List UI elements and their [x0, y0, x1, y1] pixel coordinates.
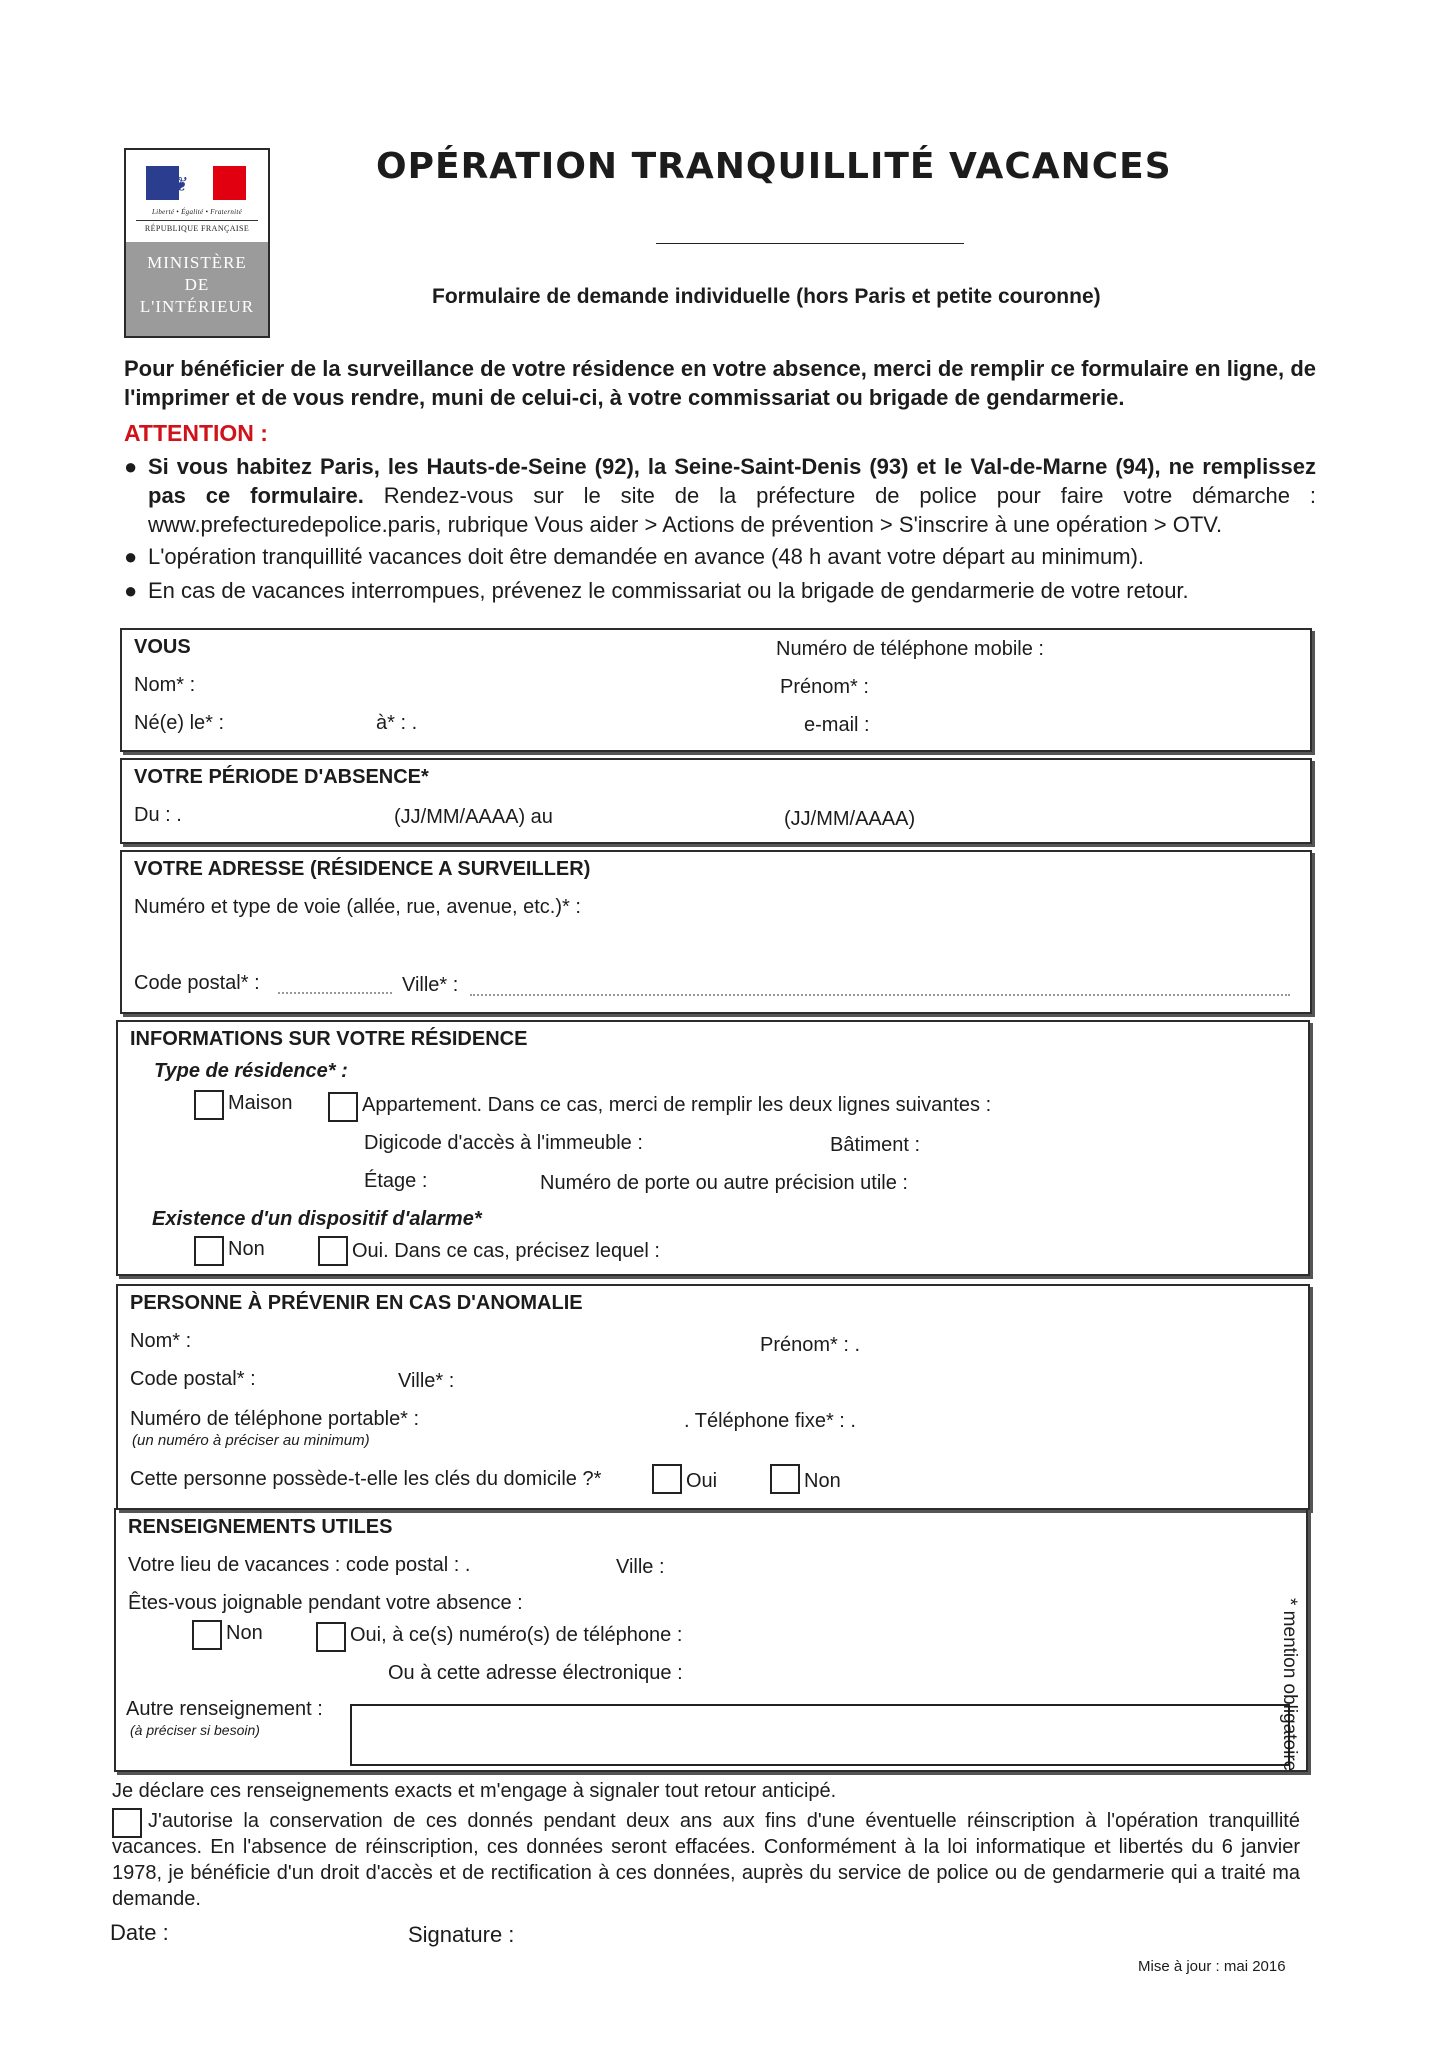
update-date: Mise à jour : mai 2016: [1138, 1958, 1286, 1975]
attention-heading: ATTENTION :: [124, 420, 268, 446]
cles-oui-checkbox[interactable]: [652, 1464, 682, 1494]
joignable-email-label: Ou à cette adresse électronique :: [388, 1662, 683, 1684]
prenom-label: Prénom* :: [780, 676, 869, 698]
ministry-line-1: MINISTÈRE: [147, 253, 247, 272]
section-title: VOTRE PÉRIODE D'ABSENCE*: [134, 766, 429, 788]
autre-field[interactable]: [350, 1704, 1290, 1766]
birthplace-label: à* : .: [376, 712, 418, 734]
autre-label: Autre renseignement :: [126, 1698, 323, 1720]
bullet-icon: ●: [124, 544, 138, 569]
section-adresse: [120, 850, 1312, 1014]
intro-text: Pour bénéficier de la surveillance de votre résidence en votre absence, merci de remplir ce formulaire en ligne, de l'imprimer et de vous rendre, muni de celui-ci, à votre commissariat ou brigade de gendarmerie.: [124, 356, 1316, 410]
section-title: INFORMATIONS SUR VOTRE RÉSIDENCE: [130, 1028, 528, 1050]
logo-motto: Liberté • Égalité • Fraternité: [151, 208, 243, 216]
postcode-label: Code postal* :: [134, 972, 260, 994]
cles-non-label: Non: [804, 1470, 841, 1492]
city-field[interactable]: [470, 994, 1290, 996]
section-anomalie: [116, 1284, 1310, 1510]
bullet-1-bold: Si vous habitez Paris, les Hauts-de-Seine (92), la Seine-Saint-Denis (93) et le Val-de-Marne (94), ne remplissez pas ce formulaire.: [148, 454, 1316, 508]
attention-bullet-3: ● En cas de vacances interrompues, prévenez le commissariat ou la brigade de gendarmerie de votre retour.: [124, 578, 1189, 603]
attention-bullet-1: [124, 452, 1316, 539]
joignable-oui-checkbox[interactable]: [316, 1622, 346, 1652]
signature-label: Signature :: [408, 1922, 515, 1947]
date-format-label-2: (JJ/MM/AAAA): [784, 808, 916, 830]
contact-ville-label: Ville* :: [398, 1370, 455, 1392]
nom-label: Nom* :: [134, 674, 196, 696]
section-title: RENSEIGNEMENTS UTILES: [128, 1516, 393, 1538]
birthdate-label: Né(e) le* :: [134, 712, 225, 734]
bullet-icon: ●: [124, 454, 138, 479]
alarme-non-label: Non: [228, 1238, 265, 1260]
cles-non-checkbox[interactable]: [770, 1464, 800, 1494]
contact-cp-label: Code postal* :: [130, 1368, 256, 1390]
email-label: e-mail :: [804, 714, 870, 736]
consent-text: J'autorise la conservation de ces donnés pendant deux ans aux fins d'une éventuelle réinscription à l'opération tranquillité vacances. En l'absence de réinscription, ces données seront effacées. Conformément à la loi informatique et libertés du 6 janvier 1978, je bénéficie d'un droit d'accès et de rectification à ces données, auprès du service de police ou de gendarmerie qui a traité ma demande.: [112, 1810, 1300, 1910]
cles-label: Cette personne possède-t-elle les clés du domicile ?*: [130, 1468, 602, 1490]
ministry-logo: [124, 148, 270, 338]
lieu-ville-label: Ville :: [616, 1556, 665, 1578]
contact-nom-label: Nom* :: [130, 1330, 192, 1352]
digicode-label: Digicode d'accès à l'immeuble :: [364, 1132, 643, 1154]
section-title: PERSONNE À PRÉVENIR EN CAS D'ANOMALIE: [130, 1292, 583, 1314]
section-renseignements: [114, 1508, 1308, 1772]
contact-fixe-label: . Téléphone fixe* : .: [684, 1410, 856, 1432]
section-residence: [116, 1020, 1310, 1276]
appartement-checkbox[interactable]: [328, 1092, 358, 1122]
street-label: Numéro et type de voie (allée, rue, avenue, etc.)* :: [134, 896, 581, 918]
section-periode: [120, 758, 1312, 844]
joignable-label: Êtes-vous joignable pendant votre absence :: [128, 1592, 523, 1614]
marianne-flag-icon: ❦: [146, 166, 246, 200]
residence-type-label: Type de résidence* :: [154, 1060, 348, 1082]
cles-oui-label: Oui: [686, 1470, 718, 1492]
contact-portable-label: Numéro de téléphone portable* :: [130, 1408, 420, 1430]
page-title: OPÉRATION TRANQUILLITÉ VACANCES: [376, 146, 1172, 187]
contact-prenom-label: Prénom* : .: [760, 1334, 861, 1356]
section-vous: [120, 628, 1312, 752]
etage-label: Étage :: [364, 1170, 428, 1192]
mandatory-note: * mention obligatoire: [1279, 1598, 1300, 1772]
joignable-non-label: Non: [226, 1622, 263, 1644]
joignable-non-checkbox[interactable]: [192, 1620, 222, 1650]
alarme-oui-label: Oui. Dans ce cas, précisez lequel :: [352, 1240, 660, 1262]
alarme-non-checkbox[interactable]: [194, 1236, 224, 1266]
city-label: Ville* :: [402, 974, 459, 996]
alarme-label: Existence d'un dispositif d'alarme*: [152, 1208, 482, 1230]
maison-checkbox[interactable]: [194, 1090, 224, 1120]
attention-bullet-2: ● L'opération tranquillité vacances doit être demandée en avance (48 h avant votre départ au minimum).: [124, 544, 1145, 569]
mobile-label: Numéro de téléphone mobile :: [776, 638, 1044, 660]
section-title: VOUS: [134, 636, 191, 658]
ministry-name-block: [126, 242, 268, 336]
maison-label: Maison: [228, 1092, 293, 1114]
title-rule: [656, 243, 964, 244]
date-from-label: Du : .: [134, 804, 182, 826]
bullet-1-rest: Rendez-vous sur le site de la préfecture de police pour faire votre démarche : www.prefecturedepolice.paris, rubrique Vous aider > Actions de prévention > S'inscrire à une opération > OTV.: [148, 483, 1316, 537]
ministry-line-2: DE: [184, 275, 210, 294]
batiment-label: Bâtiment :: [830, 1134, 921, 1156]
logo-republic: RÉPUBLIQUE FRANÇAISE: [136, 220, 258, 233]
ministry-line-3: L'INTÉRIEUR: [139, 297, 255, 316]
lieu-label: Votre lieu de vacances : code postal : .: [128, 1554, 471, 1576]
appartement-label: Appartement. Dans ce cas, merci de remplir les deux lignes suivantes :: [362, 1094, 992, 1116]
alarme-oui-checkbox[interactable]: [318, 1236, 348, 1266]
page-subtitle: Formulaire de demande individuelle (hors Paris et petite couronne): [432, 285, 1101, 308]
contact-portable-note: (un numéro à préciser au minimum): [132, 1432, 370, 1449]
declaration-text: Je déclare ces renseignements exacts et m'engage à signaler tout retour anticipé.: [112, 1780, 837, 1802]
autre-note: (à préciser si besoin): [130, 1722, 260, 1738]
porte-label: Numéro de porte ou autre précision utile :: [540, 1172, 908, 1194]
date-format-label: (JJ/MM/AAAA) au: [394, 806, 553, 828]
bullet-icon: ●: [124, 578, 138, 603]
section-title: VOTRE ADRESSE (RÉSIDENCE A SURVEILLER): [134, 858, 591, 880]
joignable-oui-label: Oui, à ce(s) numéro(s) de téléphone :: [350, 1624, 683, 1646]
date-label: Date :: [110, 1920, 169, 1945]
postcode-field[interactable]: [278, 992, 392, 994]
